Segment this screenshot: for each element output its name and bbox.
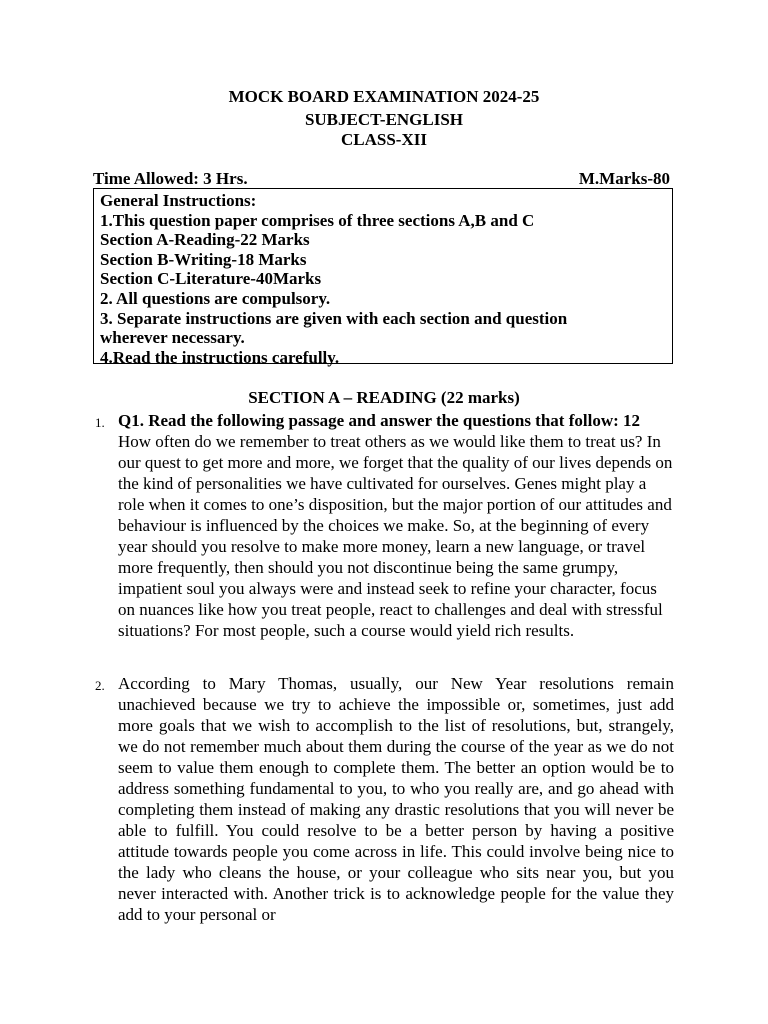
class-heading: CLASS-XII [341,130,427,149]
subject-heading: SUBJECT-ENGLISH [304,110,464,129]
list-item-number: 2. [95,678,105,693]
exam-title: MOCK BOARD EXAMINATION 2024-25 [228,87,540,106]
instruction-line: Section A-Reading-22 Marks [100,230,310,250]
passage-paragraph: According to Mary Thomas, usually, our New Year resolutions remain unachieved because we try to achieve the impossible or, sometimes, just add more goals that we wish to accomplish to the list of resolutions, but, strangely, we do not remember much about them during the course of the year as we do not seem to value them enough to complete them. The better an option would be to address something fundamental to you, to who you really are, and go ahead with completing them instead of making any drastic resolutions that you will never be able to fulfill. You could resolve to be a better person by having a positive attitude towards people you come across in life. This could involve being nice to the lady who cleans the house, or your colleague who sits near you, but you never interacted with. Another trick is to acknowledge people for the value they add to your personal or [118,674,674,924]
list-item [95,410,674,641]
instruction-line: Section B-Writing-18 Marks [100,249,307,269]
passage-paragraph: How often do we remember to treat others as we would like them to treat us? In our quest to get more and more, we forget that the quality of our lives depends on the kind of personalities we have cultivated for ourselves. Genes might play a role when it comes to one’s disposition, but the major portion of our attitudes and behaviour is influenced by the choices we make. So, at the beginning of every year should you resolve to make more money, learn a new language, or travel more frequently, then should you not discontinue being the same grumpy, impatient soul you always were and instead seek to refine your character, focus on nuances like how you treat people, react to challenges and deal with stressful situations? For most people, such a course would yield rich results. [118,432,673,640]
list-item [95,673,674,925]
general-instructions-box [93,188,673,367]
instruction-line: 4.Read the instructions carefully. [100,347,340,367]
question-title: Q1. Read the following passage and answer the questions that follow: 12 [118,411,641,430]
instruction-line: 2. All questions are compulsory. [100,288,331,308]
section-a-title: SECTION A – READING (22 marks) [248,388,520,407]
time-allowed: Time Allowed: 3 Hrs. [93,169,248,188]
instructions-heading: General Instructions: [100,191,257,210]
instruction-line: 3. Separate instructions are given with each section and question [100,308,568,328]
list-item-number: 1. [95,415,105,430]
max-marks: M.Marks-80 [578,169,670,188]
instruction-line: 1.This question paper comprises of three sections A,B and C [100,210,535,230]
instruction-line: wherever necessary. [100,328,245,348]
instruction-line: Section C-Literature-40Marks [100,269,322,289]
